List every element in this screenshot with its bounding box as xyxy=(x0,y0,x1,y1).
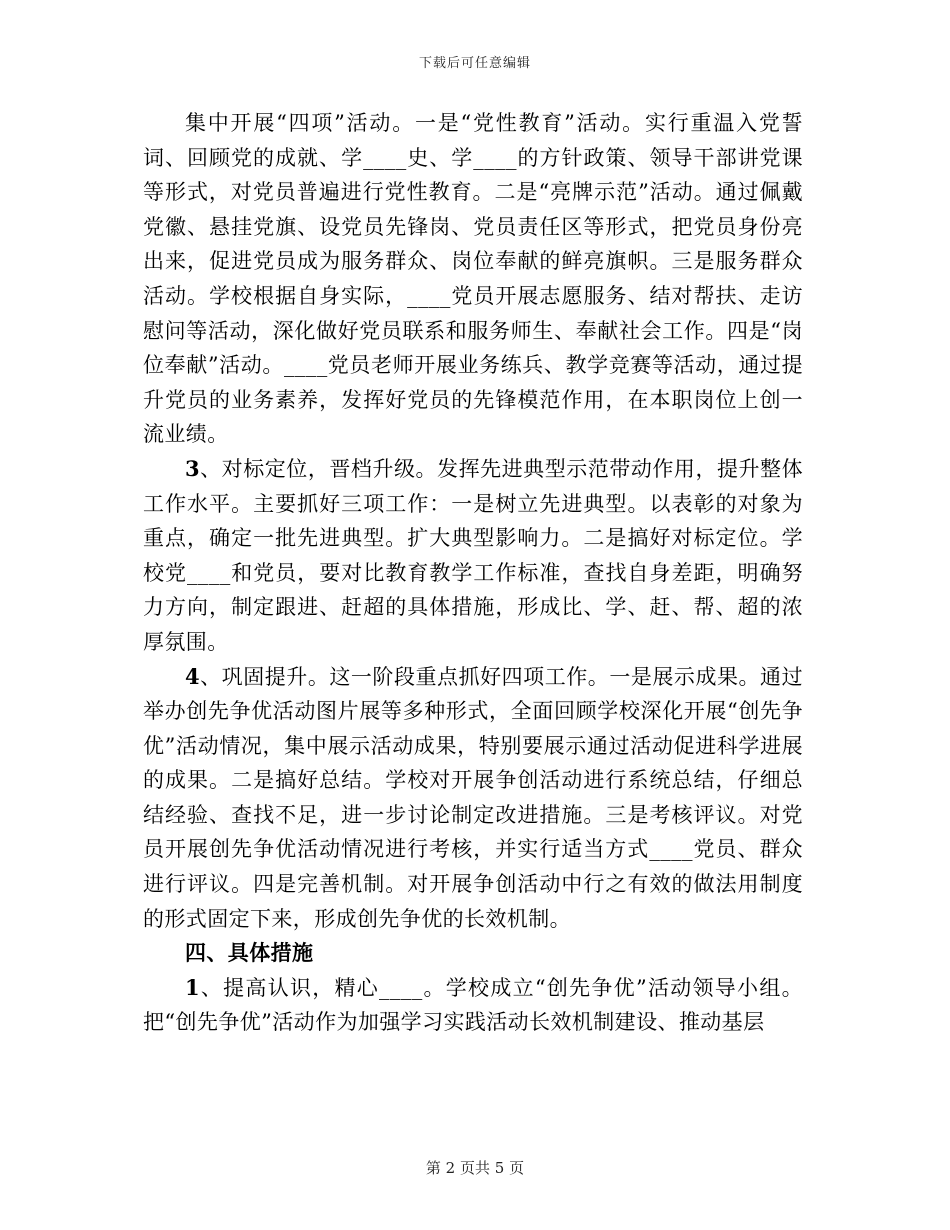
paragraph-text: 、巩固提升。这一阶段重点抓好四项工作。一是展示成果。通过举办创先争优活动图片展等多种形式，全面回顾学校深化开展“创先争优”活动情况，集中展示活动成果，特别要展示通过活动促进科学进展的成果。二是搞好总结。学校对开展争创活动进行系统总结，仔细总结经验、查找不足，进一步讨论制定改进措施。三是考核评议。对党员开展创先争优活动情况进行考核，并实行适当方式____党员、群众进行评议。四是完善机制。对开展争创活动中行之有效的做法用制度的形式固定下来，形成创先争优的长效机制。 xyxy=(143,664,803,931)
paragraph-text: 、对标定位，晋档升级。发挥先进典型示范带动作用，提升整体工作水平。主要抓好三项工作：一是树立先进典型。以表彰的对象为重点，确定一批先进典型。扩大典型影响力。二是搞好对标定位。学校党____和党员，要对比教育教学工作标准，查找自身差距，明确努力方向，制定跟进、赶超的具体措施，形成比、学、赶、帮、超的浓厚氛围。 xyxy=(143,456,803,654)
paragraph-number: 1 xyxy=(185,974,201,1000)
paragraph-raise-awareness xyxy=(143,971,803,1040)
paragraph-four-activities xyxy=(143,106,803,452)
paragraph-consolidation xyxy=(143,660,803,937)
paragraph-text: 集中开展“四项”活动。一是“党性教育”活动。实行重温入党誓词、回顾党的成就、学____史、学____的方针政策、领导干部讲党课等形式，对党员普遍进行党性教育。二是“亮牌示范”活动。通过佩戴党徽、悬挂党旗、设党员先锋岗、党员责任区等形式，把党员身份亮出来，促进党员成为服务群众、岗位奉献的鲜亮旗帜。三是服务群众活动。学校根据自身实际，____党员开展志愿服务、结对帮扶、走访慰问等活动，深化做好党员联系和服务师生、奉献社会工作。四是“岗位奉献”活动。____党员老师开展业务练兵、教学竞赛等活动，通过提升党员的业务素养，发挥好党员的先锋模范作用，在本职岗位上创一流业绩。 xyxy=(143,111,803,447)
page-header: 下载后可任意编辑 xyxy=(418,56,531,71)
paragraph-text: 、提高认识，精心____。学校成立“创先争优”活动领导小组。把“创先争优”活动作为加强学习实践活动长效机制建设、推动基层 xyxy=(143,975,803,1035)
page-footer: 第 2 页共 5 页 xyxy=(425,1159,525,1177)
paragraph-number: 4 xyxy=(185,663,201,689)
paragraph-benchmarking xyxy=(143,452,803,660)
section-heading: 四、具体措施 xyxy=(185,941,314,966)
paragraph-number: 3 xyxy=(185,455,201,481)
document-body xyxy=(143,106,803,1040)
